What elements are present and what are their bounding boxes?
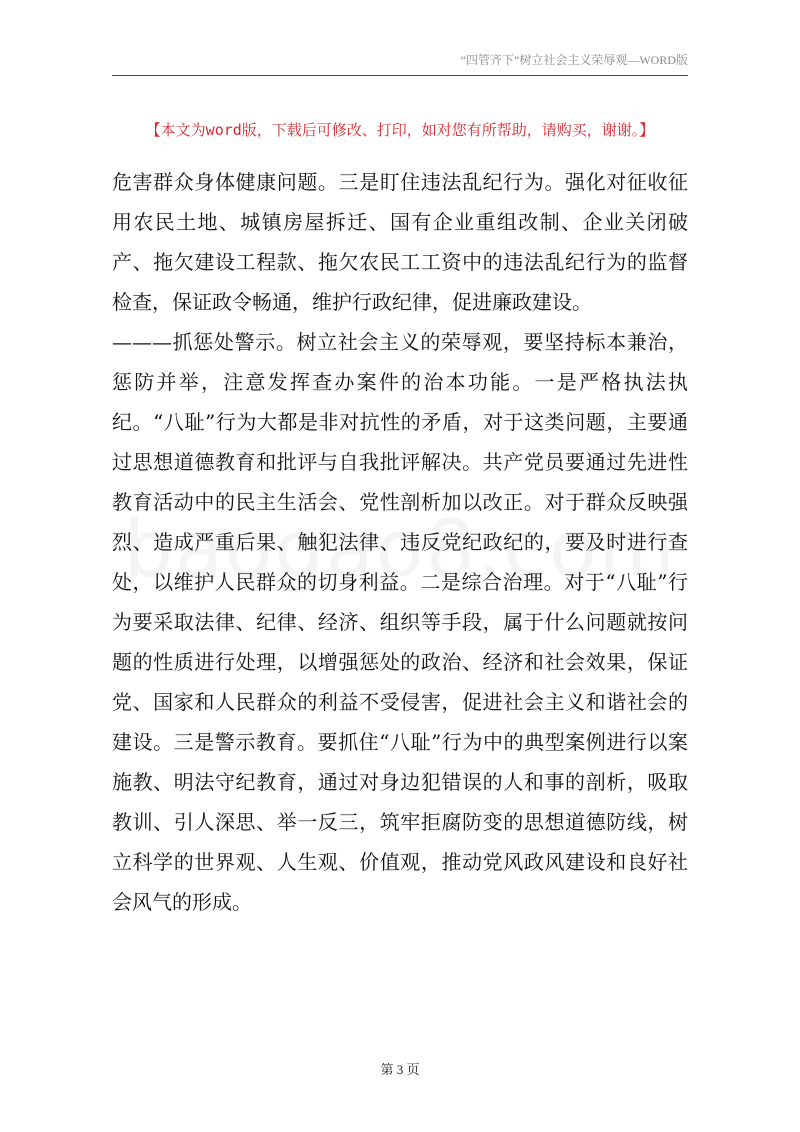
paragraph-2: ———抓惩处警示。树立社会主义的荣辱观，要坚持标本兼治，惩防并举，注意发挥查办案件的治本功能。一是严格执法执纪。“八耻”行为大都是非对抗性的矛盾，对于这类问题，主要通过思想道德教育和批评与自我批评解决。共产党员要通过先进性教育活动中的民主生活会、党性剖析加以改正。对于群众反映强烈、造成严重后果、触犯法律、违反党纪政纪的，要及时进行查处，以维护人民群众的切身利益。二是综合治理。对于“八耻”行为要采取法律、纪律、经济、组织等手段，属于什么问题就按问题的性质进行处理，以增强惩处的政治、经济和社会效果，保证党、国家和人民群众的利益不受侵害，促进社会主义和谐社会的建设。三是警示教育。要抓住“八耻”行为中的典型案例进行以案施教、明法守纪教育，通过对身边犯错误的人和事的剖析，吸取教训、引人深思、举一反三，筑牢拒腐防变的思想道德防线，树立科学的世界观、人生观、价值观，推动党风政风建设和良好社会风气的形成。 (112, 330, 688, 914)
download-notice: 【本文为word版，下载后可修改、打印，如对您有所帮助，请购买，谢谢。】 (145, 121, 655, 139)
header-title: “四管齐下”树立社会主义荣辱观—WORD版 (460, 53, 688, 67)
document-body (112, 162, 688, 922)
page-number: 第 3 页 (380, 1062, 420, 1077)
header-rule (112, 75, 688, 76)
paragraph-1: 危害群众身体健康问题。三是盯住违法乱纪行为。强化对征收征用农民土地、城镇房屋拆迁、国有企业重组改制、企业关闭破产、拖欠建设工程款、拖欠农民工工资中的违法乱纪行为的监督检查，保证政令畅通，维护行政纪律，促进廉政建设。 (112, 170, 688, 314)
